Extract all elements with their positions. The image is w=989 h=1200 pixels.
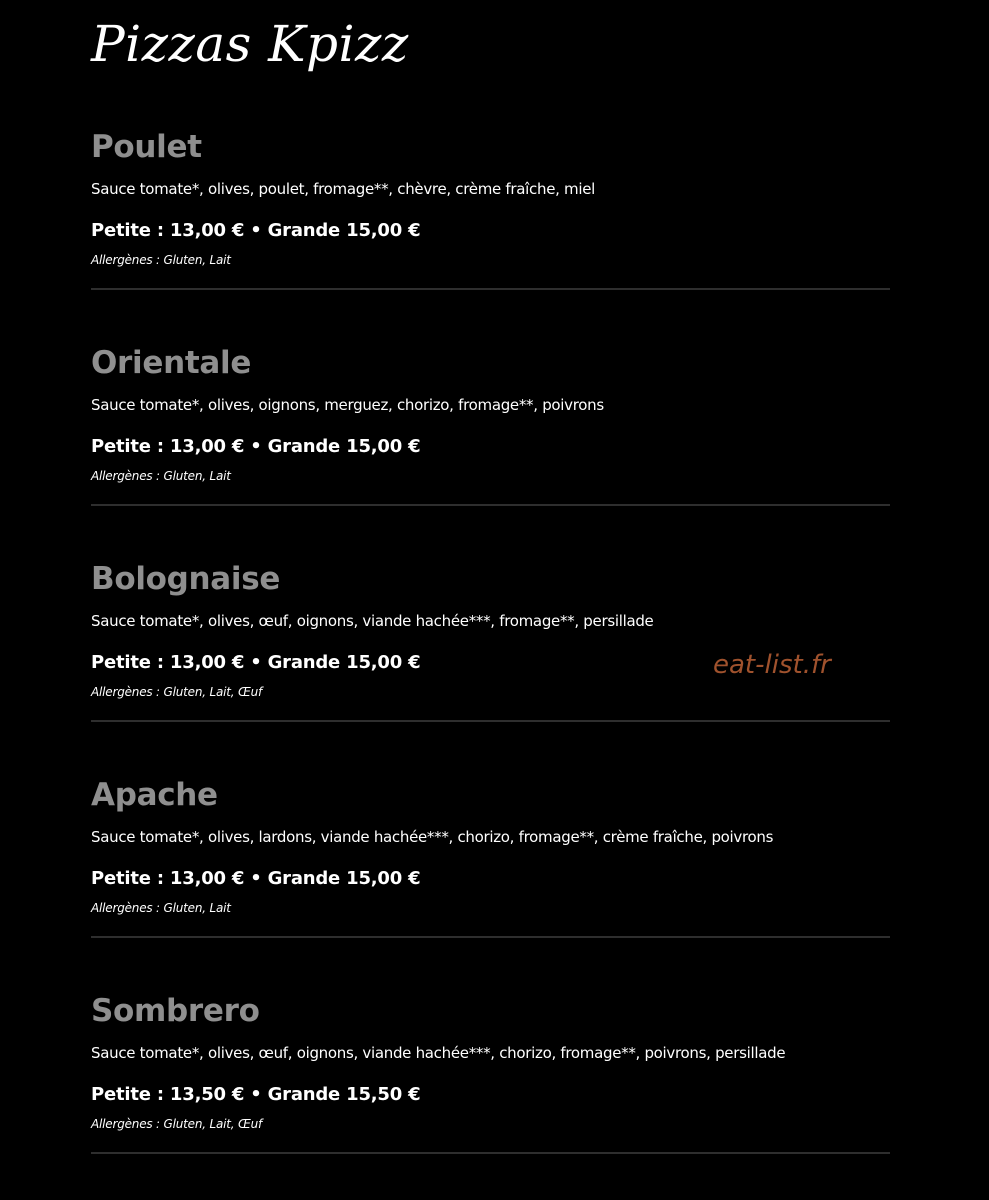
menu-item-sombrero — [91, 984, 890, 1200]
item-name: Orientale — [91, 345, 252, 381]
small-price: Petite : 13,00 € — [91, 220, 245, 241]
menu-item-orientale — [91, 336, 890, 552]
item-name: Poulet — [91, 129, 202, 165]
price-separator: • — [250, 1084, 262, 1105]
large-price: Grande 15,00 € — [267, 652, 421, 673]
price-separator: • — [250, 868, 262, 889]
item-allergens: Allergènes : Gluten, Lait — [91, 901, 231, 915]
page-title: Pizzas Kpizz — [91, 15, 409, 73]
small-price: Petite : 13,00 € — [91, 652, 245, 673]
large-price: Grande 15,00 € — [267, 436, 421, 457]
item-description: Sauce tomate*, olives, poulet, fromage**, chèvre, crème fraîche, miel — [91, 180, 596, 198]
small-price: Petite : 13,00 € — [91, 868, 245, 889]
item-prices — [91, 649, 420, 677]
large-price: Grande 15,50 € — [267, 1084, 421, 1105]
item-allergens: Allergènes : Gluten, Lait — [91, 253, 231, 267]
price-separator: • — [250, 220, 262, 241]
watermark: eat-list.fr — [713, 650, 831, 680]
item-description: Sauce tomate*, olives, lardons, viande hachée***, chorizo, fromage**, crème fraîche, poivrons — [91, 828, 774, 846]
item-name: Bolognaise — [91, 561, 281, 597]
item-description: Sauce tomate*, olives, œuf, oignons, viande hachée***, fromage**, persillade — [91, 612, 654, 630]
item-prices — [91, 433, 420, 461]
item-divider — [91, 288, 890, 290]
menu-item-poulet — [91, 120, 890, 336]
large-price: Grande 15,00 € — [267, 220, 421, 241]
item-allergens: Allergènes : Gluten, Lait — [91, 469, 231, 483]
item-name: Sombrero — [91, 993, 260, 1029]
item-allergens: Allergènes : Gluten, Lait, Œuf — [91, 685, 263, 699]
item-name: Apache — [91, 777, 218, 813]
item-description: Sauce tomate*, olives, oignons, merguez, chorizo, fromage**, poivrons — [91, 396, 604, 414]
small-price: Petite : 13,00 € — [91, 436, 245, 457]
large-price: Grande 15,00 € — [267, 868, 421, 889]
item-prices — [91, 865, 420, 893]
price-separator: • — [250, 652, 262, 673]
item-prices — [91, 1081, 420, 1109]
item-allergens: Allergènes : Gluten, Lait, Œuf — [91, 1117, 263, 1131]
item-divider — [91, 504, 890, 506]
item-description: Sauce tomate*, olives, œuf, oignons, viande hachée***, chorizo, fromage**, poivrons, persillade — [91, 1044, 786, 1062]
menu-item-apache — [91, 768, 890, 984]
item-prices — [91, 217, 420, 245]
item-divider — [91, 936, 890, 938]
item-divider — [91, 720, 890, 722]
small-price: Petite : 13,50 € — [91, 1084, 245, 1105]
price-separator: • — [250, 436, 262, 457]
item-divider — [91, 1152, 890, 1154]
